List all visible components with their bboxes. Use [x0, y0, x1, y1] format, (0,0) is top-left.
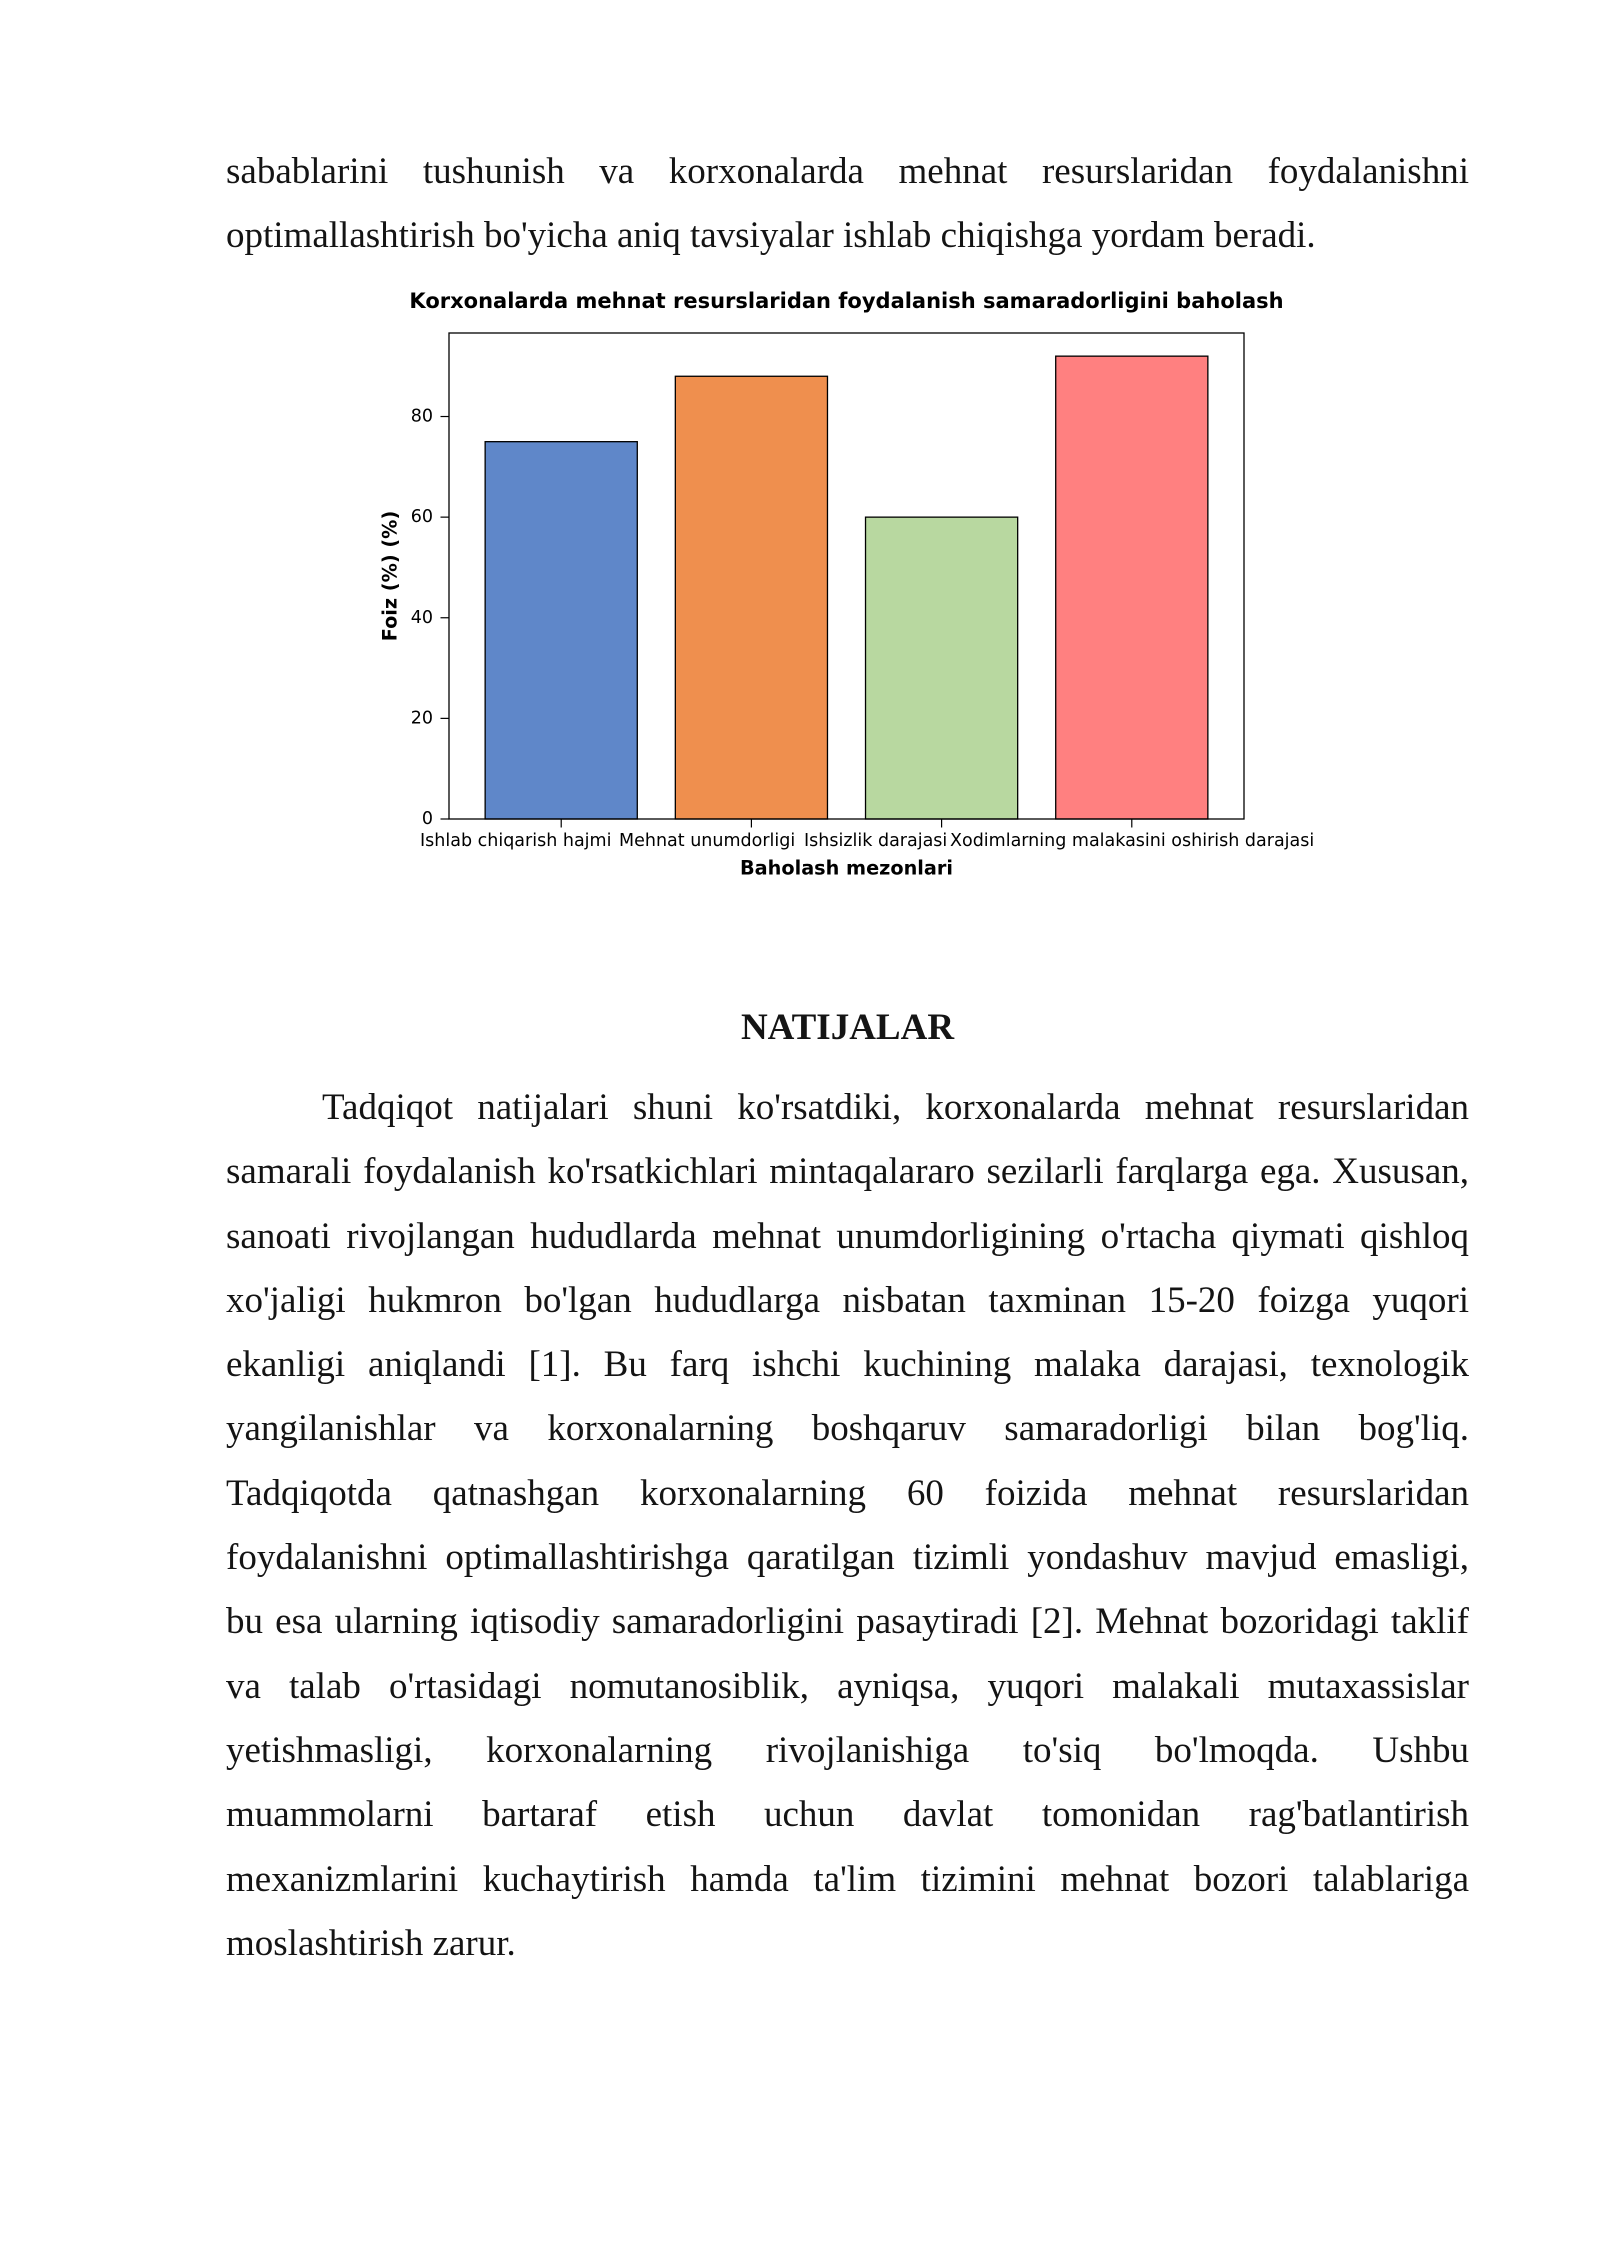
y-tick-label: 60 [410, 507, 433, 528]
bar [1056, 356, 1208, 819]
chart-title: Korxonalarda mehnat resurslaridan foydalanish samaradorligini baholash [409, 289, 1284, 313]
bar [485, 442, 637, 819]
text-line: yangilanishlar va korxonalarning boshqaruv samaradorligi bilan bog'liq. [226, 1408, 1469, 1450]
text-line: optimallashtirish bo'yicha aniq tavsiyalar ishlab chiqishga yordam beradi. [226, 215, 1316, 257]
text-line: muammolarni bartaraf etish uchun davlat tomonidan rag'batlantirish [226, 1794, 1469, 1836]
text-line: sabablarini tushunish va korxonalarda mehnat resurslaridan foydalanishni [226, 151, 1469, 192]
bar [675, 376, 827, 819]
section-heading: NATIJALAR [740, 1007, 955, 1048]
bars-group [485, 356, 1208, 819]
text-line: yetishmasligi, korxonalarning rivojlanishiga to'siq bo'lmoqda. Ushbu [226, 1729, 1469, 1771]
bar [866, 517, 1018, 819]
x-tick-label: Xodimlarning malakasini oshirish darajasi [950, 831, 1315, 851]
x-axis-ticks [420, 819, 1314, 851]
y-tick-label: 0 [421, 809, 433, 829]
text-line: mexanizmlarini kuchaytirish hamda ta'lim tizimini mehnat bozori talablariga [226, 1858, 1469, 1900]
text-line: Tadqiqot natijalari shuni ko'rsatdiki, korxonalarda mehnat resurslaridan [322, 1087, 1469, 1128]
text-line: samarali foydalanish ko'rsatkichlari mintaqalararo sezilarli farqlarga ega. Xususan, [226, 1151, 1469, 1193]
text-line: bu esa ularning iqtisodiy samaradorligini pasaytiradi [2]. Mehnat bozoridagi taklif [226, 1601, 1469, 1643]
paragraph [226, 140, 1469, 269]
text-line: foydalanishni optimallashtirishga qaratilgan tizimli yondashuv mavjud emasligi, [226, 1537, 1469, 1579]
x-axis-label: Baholash mezonlari [740, 856, 953, 880]
text-line: moslashtirish zarur. [226, 1922, 516, 1964]
paragraph [226, 1076, 1469, 1976]
x-tick-label: Ishlab chiqarish hajmi [420, 831, 612, 851]
text-line: xo'jaligi hukmron bo'lgan hududlarga nisbatan taxminan 15-20 foizga yuqori [226, 1279, 1469, 1321]
x-tick-label: Mehnat unumdorligi [619, 831, 796, 851]
y-axis-ticks [411, 407, 449, 829]
x-tick-label: Ishsizlik darajasi [804, 831, 948, 851]
y-tick-label: 80 [410, 406, 433, 427]
text-line: va talab o'rtasidagi nomutanosiblik, ayniqsa, yuqori malakali mutaxassislar [226, 1665, 1469, 1707]
text-line: sanoati rivojlangan hududlarda mehnat unumdorligining o'rtacha qiymati qishloq [226, 1215, 1469, 1257]
y-axis-label: Foiz (%) (%) [378, 510, 402, 642]
text-line: Tadqiqotda qatnashgan korxonalarning 60 foizida mehnat resurslaridan [226, 1472, 1469, 1514]
text-line: ekanligi aniqlandi [1]. Bu farq ishchi kuchining malaka darajasi, texnologik [226, 1344, 1469, 1386]
y-tick-label: 20 [410, 708, 433, 729]
bar-chart [0, 270, 1600, 890]
y-tick-label: 40 [410, 607, 433, 628]
